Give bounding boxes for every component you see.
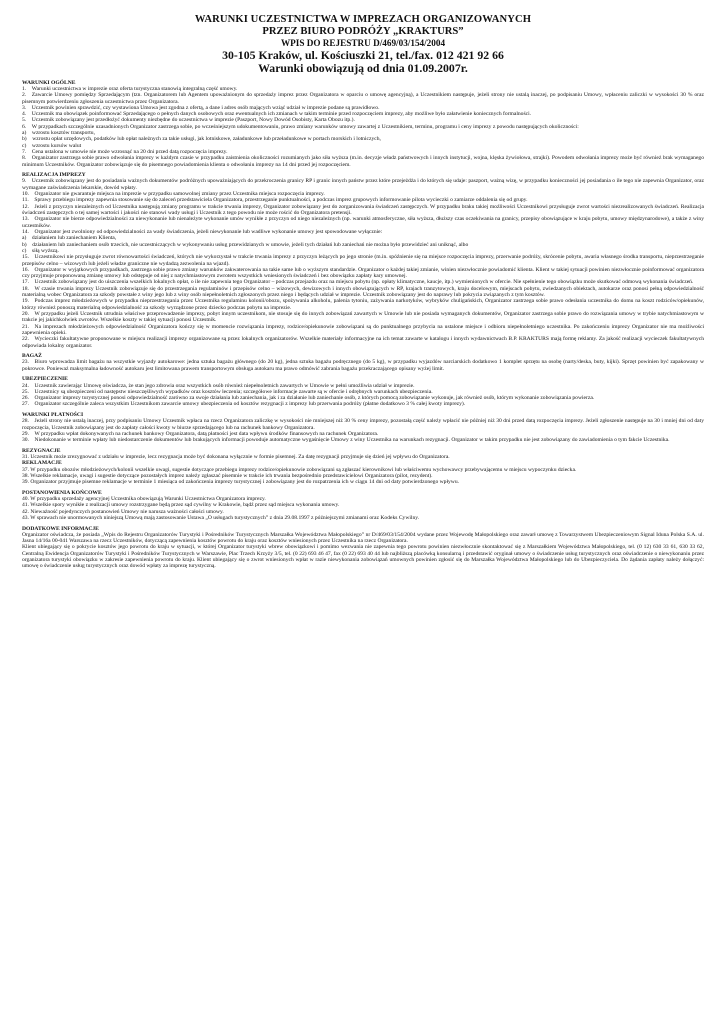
header-title: WARUNKI UCZESTNICTWA W IMPREZACH ORGANIZOWANYCH — [194, 14, 532, 25]
section-heading: WARUNKI OGÓLNE — [22, 79, 76, 86]
section-paragraph: 14. Organizator jest zwolniony od odpowiedzialności za wady świadczenia, jeżeli niewykonanie lub wadliwe wykonanie umowy jest spowodowane wyłącznie: — [22, 228, 383, 235]
section-heading: DODATKOWE INFORMACJE — [22, 525, 99, 532]
header-registry: WPIS DO REJESTRU D/469/03/154/2004 — [280, 37, 446, 48]
section-paragraph: a) działaniem lub zaniechaniem Klienta, — [22, 235, 117, 242]
section-paragraph: 29. W przypadku wpłat dokonywanych na rachunek bankowy Organizatora, datą płatności jest data wpływu środków finansowych na rachunek Organizatora. — [22, 430, 379, 437]
section-paragraph: 40. W przypadku sprzedaży agencyjnej Uczestnika obowiązują Warunki Uczestnictwa Organizatora imprezy. — [22, 496, 266, 503]
section-paragraph: 13. Organizator nie bierze odpowiedzialności za niewykonanie lub nienależyte wykonanie umów wynikłe z przyczyn od niego niezależnych (np. warunki atmosferyczne, siła wyższa, dłuższy czas oczekiwania na granicy, przepisy obowiązujące w kraju pobytu, umowy międzynarodowe), a także z winy uczestników. — [22, 216, 704, 229]
section-paragraph: 18. W czasie trwania imprezy Uczestnik zobowiązuje się do przestrzegania regulaminów i przepisów celno – wizowych, dewizowych i innych obowiązujących w RP, krajach tranzytowych, kraju docelowym, miejscach pobytu, zwiedzanych obiektach, autokarze oraz ponosi pełną odpowiedzialność materialną wobec Organizatora za szkody powstałe z winy jego lub z winy osób niepełnoletnich zgłoszonych przez niego i będących udział w imprezie. Uczestnik zobowiązany jest do naprawy lub pokrycia związanych z tym kosztów. — [22, 285, 704, 299]
section-paragraph: 20. W przypadku jeżeli Uczestnik utrudnia właściwe przeprowadzenie imprezy, pobyt innym uczestnikom, nie stosuje się do innych zobowiązań zawartych w Umowie lub nie posiada wymaganych dokumentów, Organizator zastrzega sobie prawo do rozwiązania umowy w trybie natychmiastowym w trakcie jej jakichkolwiek zwrotów. Wszelkie koszty w takiej sytuacji ponosi Uczestnik. — [22, 311, 704, 324]
section-heading: UBEZPIECZENIE — [22, 376, 68, 383]
section-paragraph: 15. Uczestnikowi nie przysługuje zwrot równowartości świadczeń, których nie wykorzystał w trakcie trwania imprezy z przyczyn leżących po jego stronie (m.in. spóźnienie się na miejsce rozpoczęcia imprezy, przerwanie podróży, skrócenie pobytu, awaria własnego środka transportu, nieprzestrzeganie przepisów celno – wizowych lub jeżeli władze graniczne nie wydadzą zezwolenia na wjazd). — [22, 254, 704, 267]
section-paragraph: 37. W przypadku obozów młodzieżowych/kolonii wszelkie uwagi, sugestie dotyczące przebiegu imprezy rodzice/opiekunowie zobowiązani są zgłaszać kierownikowi lub właściwemu wychowawcy przebywającemu w miejscu wypoczynku dziecka. — [22, 466, 577, 473]
section-paragraph: b) działaniem lub zaniechaniem osób trzecich, nie uczestniczących w wykonywaniu usług przewidzianych w umowie, jeżeli tych działań lub zaniechań nie można było przewidzieć ani uniknąć, albo — [22, 241, 469, 248]
header-valid-from: Warunki obowiązują od dnia 01.09.2007r. — [258, 61, 468, 76]
section-paragraph: 2. Zawarcie Umowy pomiędzy Sprzedającym (tzn. Organizatorem lub Agentem upoważnionym do sprzedaży imprez przez Organizatora w oparciu o umowę agencyjną), a Uczestnikiem następuje, jeżeli strony nie ustalą inaczej, po podpisaniu Umowy, wpłaceniu zaliczki w wysokości 30 % oraz pisemnym potwierdzeniu zgłoszenia uczestnictwa przez Organizatora. — [22, 92, 704, 105]
section-paragraph: 7. Cena ustalona w umowie nie może wzrosnąć na 20 dni przed datą rozpoczęcia imprezy. — [22, 149, 228, 156]
section-paragraph: 19. Podczas imprez młodzieżowych w przypadku nieprzestrzegania przez Uczestnika regulaminu kolonii/obozu, spożywania alkoholu, palenia tytoniu, zażywania narkotyków, wybryków chuligańskich, Organizator zastrzega sobie prawo odesłania uczestnika do domu na koszt rodziców/opiekunów, którzy również ponoszą materialną odpowiedzialność za szkody wyrządzone przez dziecko podczas pobytu na imprezie. — [22, 298, 704, 311]
section-paragraph: 25. Uczestnicy są ubezpieczeni od następstw nieszczęśliwych wypadków oraz kosztów leczenia; szczegółowe informacje zawarte są w ofercie i odrębnych warunkach ubezpieczenia. — [22, 388, 433, 395]
section-paragraph: 42. Nieważność pojedynczych postanowień Umowy nie narusza ważności całości umowy. — [22, 508, 224, 515]
section-paragraph: 10. Organizator nie gwarantuje miejsca na imprezie w przypadku samowolnej zmiany przez Uczestnika miejsca rozpoczęcia imprezy. — [22, 191, 325, 198]
section-paragraph: 17. Uczestnik zobowiązany jest do uiszczenia wszelkich lokalnych opłat, o ile nie zapewnia tego Organizator – podczas przejazdu oraz na miejscu pobytu (np. opłaty klimatyczne, kaucje, itp.) wymienionych w ofercie. Nie spełnienie tego obowiązku może skutkować odmową wykonania świadczeń. — [22, 279, 694, 286]
section-paragraph: 8. Organizator zastrzega sobie prawo odwołania imprezy w każdym czasie w przypadku zaistnienia okoliczności rozumianych jako siła wyższa (m.in. decyzje władz państwowych i innych instytucji, wojna, klęska żywiołowa, strajki). Powodem odwołania imprezy może być również brak wymaganego minimum Uczestników. Organizator zobowiązuje się do pisemnego powiadomienia klienta o odwołaniu imprezy na 14 dni przed jej rozpoczęciem. — [22, 155, 704, 168]
section-paragraph: 39. Organizator przyjmuje pisemne reklamacje w terminie 1 miesiąca od zakończenia imprezy turystycznej i zobowiązany jest do rozpatrzenia ich w ciągu 14 dni od daty potwierdzonego wpływu. — [22, 479, 460, 486]
document-page — [22, 14, 704, 570]
section-paragraph: 30. Niedokonanie w terminie wpłaty lub niedostarczenie dokumentów lub brakujących informacji powoduje automatyczne wygaśnięcie Umowy z winy Uczestnika na warunkach rezygnacji. Organizator w takim przypadku nie jest zobowiązany do zawiadomienia o tym fakcie Uczestnika. — [22, 437, 670, 444]
document-header — [22, 14, 704, 75]
section-heading: REALIZACJA IMPREZY — [22, 172, 86, 179]
section-heading: REZYGNACJE — [22, 447, 61, 454]
section-paragraph: 16. Organizator w wyjątkowych przypadkach, zastrzega sobie prawo zmiany warunków zakwaterowania na takie same lub o wyższym standardzie. Organizator o każdej takiej zmianie, winien niezwłocznie powiadomić klienta. Klient w takiej sytuacji powinien niezwłocznie poinformować organizatora czy przyjmuje proponowaną zmianę umowy lub odstępuje od niej z natychmiastowym zwrotem wszystkich wniesionych świadczeń i bez obowiązku zapłaty kary umownej. — [22, 266, 704, 280]
section-paragraph: Klient ubiegający się o pokrycie kosztów jego powrotu do kraju w sytuacji, w której Organizator turystyki wbrew obowiązkowi i pomimo wezwania nie zapewnia tego powrotu powinien niezwłocznie skontaktować się z Marszałkiem Województwa Małopolskiego, tel. (0 12) 630 33 61, 630 33 62, Centralną Ewidencja Organizatorów Turystyki i Pośredników Turystycznych w Warszawie, Plac Trzech Krzyży 3/5, tel. (0 22) 693 46 47, fax (0 22) 693 40 44 lub najbliższą placówką konsularną i przedstawić oryginał umowy o świadczenie usług turystycznych oraz oświadczenie o niewykonaniu przez organizatora turystyki obowiązku w zakresie zapewnienia powrotu do kraju. Klient ubiegający się o zwrot wniesionych wpłat w razie niewykonania zobowiązań umownych powinien zgłosić się do Marszałka Województwa Małopolskiego lub do Ubezpieczyciela. Do żądania zapłaty należy dołączyć: umowę o świadczenie usług turystycznych oraz dowód wpłaty za imprezę turystyczną. — [22, 544, 704, 570]
section-paragraph: b) wzrostu opłat urzędowych, podatków lub opłat należnych za takie usługi, jak lotniskowe, załadunkowe lub przeładunkowe w portach morskich i lotniczych, — [22, 136, 381, 143]
section-paragraph: 9. Uczestnik zobowiązany jest do posiadania ważnych dokumentów podróżnych upoważniających do przekroczenia granicy RP i granic innych państw przez które przejeżdża i do których się udaje: paszport, ważną wizę, w przypadku konieczności jej posiadania o ile tego nie zapewnia Organizator, oraz wymagane zaświadczenia lekarskie, dowód wpłaty. — [22, 178, 704, 191]
section-paragraph: c) siłą wyższą. — [22, 247, 59, 254]
section-heading: POSTANOWIENIA KOŃCOWE — [22, 489, 102, 496]
section-paragraph: 26. Organizator imprezy turystycznej ponosi odpowiedzialność zarówno za swoje działania lub zaniechania, jak i za działanie lub zaniechanie osób, z których pomocą zobowiązanie wykonuje, jak również osób, którym wykonanie zobowiązania powierza. — [22, 395, 595, 402]
section-paragraph: 21. Na imprezach młodzieżowych odpowiedzialność Organizatora kończy się w momencie rozwiązania imprezy, rodzice/opiekunowie zobowiązani są do punktualnego przybycia na ustalone miejsce i odbioru niepełnoletniego uczestnika. Po zakończeniu imprezy Organizator nie ma możliwości zapewnienia opieki. — [22, 323, 704, 336]
section-paragraph: 23. Biuro wprowadza limit bagażu na wszystkie wyjazdy autokarowe: jedna sztuka bagażu głównego (do 20 kg), jedna sztuka bagażu podręcznego (do 5 kg), w przypadku wyjazdów narciarskich dodatkowo 1 komplet sprzętu na osobę (narty/deska, buty, kijki). Sprzęt powinien być zapakowany w pokrowce. Ponieważ maksymalna ładowność autokaru jest limitowana prawem transportowym obsługa autokaru ma prawo odmówić zabrania bagażu przekraczającego opisany wyżej limit. — [22, 359, 704, 372]
section-paragraph: 4. Uczestnik ma obowiązek poinformować Sprzedającego o pełnych danych osobowych oraz ewentualnych ich zmianach w takim terminie przed rozpoczęciem imprezy, aby możliwe było załatwienie koniecznych formalności. — [22, 111, 532, 118]
section-paragraph: Organizator oświadcza, że posiada „Wpis do Rejestru Organizatorów Turystyki i Pośredników Turystycznych Marszałka Województwa Małopolskiego” nr D/469/03/154/2004 wydane przez Wojewodę Małopolskiego oraz zawarł umowę z Towarzystwem Ubezpieczeniowym Signal Iduna Polska S.A. ul. Jasna 14/16a 00-041 Warszawa na rzecz Uczestników, dotyczącą zapewnienia kosztów powrotu do kraju oraz kosztów wniesionych przez Uczestnika na rzecz Organizatora. — [22, 531, 704, 545]
section-paragraph: c) wzrostu kursów walut — [22, 142, 82, 149]
section-paragraph: 12. Jeżeli z przyczyn niezależnych od Uczestnika następują zmiany programu w trakcie trwania imprezy, Organizator zobowiązany jest do zorganizowania świadczeń zastępczych. W przypadku braku takiej możliwości Uczestnikowi przysługuje zwrot wartości niezrealizowanych świadczeń. Realizacja świadczeń zastępczych o tej samej wartości i jakości nie stanowi wady usługi i Uczestnik z tego powodu nie może rościć do Organizatora pretensji. — [22, 203, 704, 217]
section-paragraph: 5. Uczestnik zobowiązany jest przedłożyć dokumenty niezbędne do uczestnictwa w imprezie (Paszport, Nowy Dowód Osobisty, Karta Obozu itp.). — [22, 117, 355, 124]
section-heading: BAGAŻ — [22, 353, 42, 360]
document-body — [22, 80, 704, 570]
header-agency: PRZEZ BIURO PODRÓŻY „KRAKTURS” — [262, 25, 464, 37]
section-heading: WARUNKI PŁATNOŚCI — [22, 411, 84, 418]
section-paragraph: 41. Wszelkie spory wynikłe z realizacji umowy rozstrzygane będą przez sąd cywilny w Krakowie, bądź przez sąd miejsca wykonania umowy. — [22, 502, 340, 509]
section-paragraph: 27. Organizator szczególnie zaleca wszystkim Uczestnikom zawarcie umowy ubezpieczenia od kosztów rezygnacji z imprezy lub przerwania podróży (płatne dodatkowo 3 % całej kwoty imprezy). — [22, 401, 466, 408]
header-address: 30-105 Kraków, ul. Kościuszki 21, tel./fax. 012 421 92 66 — [222, 48, 504, 63]
section-paragraph: a) wzrostu kosztów transportu, — [22, 130, 95, 137]
section-paragraph: 3. Uczestnik powinien sprawdzić, czy wystawiona Umowa jest zgodna z ofertą, a dane i adres osób mających wziąć udział w imprezie podane są prawidłowo. — [22, 104, 380, 111]
section-paragraph: 31. Uczestnik może zrezygnować z udziału w imprezie, lecz rezygnacja może być dokonana wyłącznie w formie pisemnej. Za datę rezygnacji przyjmuje się dzień jej wpływu do Organizatora. — [22, 454, 450, 461]
section-paragraph: 24. Uczestnik zawierając Umowę oświadcza, że stan jego zdrowia oraz wszystkich osób również niepełnoletnich zawartych w Umowie w pełni umożliwia udział w imprezie. — [22, 382, 415, 389]
section-paragraph: 11. Sprawy przebiegu imprezy zapewnia stosowanie się do zaleceń przedstawiciela Organizatora, przestrzeganie punktualności, a podczas imprez grupowych informowanie pilota wycieczki o zamiarze oddalenia się od grupy. — [22, 197, 528, 204]
section-paragraph: 38. Wszelkie reklamacje, uwagi i sugestie dotyczące pozostałych imprez należy zgłaszać pisemnie w trakcie ich trwania bezpośrednio przedstawicielowi Organizatora (pilot, rezydent). — [22, 472, 433, 479]
section-paragraph: 28. Jeżeli strony nie ustalą inaczej, przy podpisaniu Umowy Uczestnik wpłaca na rzecz Organizatora zaliczkę w wysokości nie mniejszej niż 30 % ceny imprezy, pozostałą część należy wpłacić nie później niż 30 dni przed datą rozpoczęcia imprezy. Jeżeli zgłoszenie następuje na 30 i mniej dni od daty rozpoczęcia, Uczestnik zobowiązany jest do zapłaty całości kwoty w biurze sprzedającego lub na rachunek bankowy Organizatora. — [22, 418, 704, 431]
section-heading: REKLAMACJE — [22, 460, 62, 467]
section-paragraph: 22. Wycieczki fakultatywne proponowane w miejscu realizacji imprezy organizowane są przez lokalnych organizatorów. Wszelkie materiały informacyjne na ich temat zawarte w katalogu i innych wydawnictwach B.P. KRAKTURS mają formę reklamy. Za jakość realizacji wycieczek fakultatywnych odpowiada lokalny organizator. — [22, 336, 704, 349]
section-paragraph: 1. Warunki uczestnictwa w imprezie oraz oferta turystyczna stanowią integralną część umowy. — [22, 85, 238, 92]
section-paragraph: 6. W przypadkach szczególnie uzasadnionych Organizator zastrzega sobie, po wcześniejszym udokumentowaniu, prawo zmiany warunków umowy zawartej z Uczestnikiem, terminu, programu i ceny imprezy z powodu następujących okoliczności: — [22, 123, 579, 130]
section-paragraph: 43. W sprawach nie unormowanych niniejszą Umową mają zastosowanie Ustawa „O usługach turystycznych” z dnia 29.08.1997 z późniejszymi zmianami oraz Kodeks Cywilny. — [22, 515, 420, 522]
